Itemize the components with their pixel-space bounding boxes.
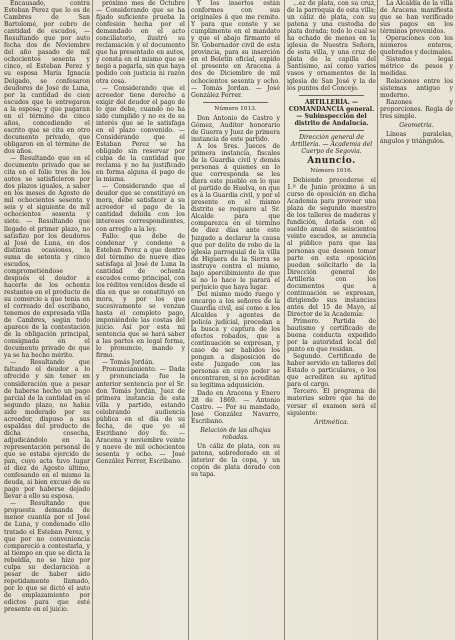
paragraph: Primero. Partida de bautismo y certificado de buena conducta expedido por la autoridad local del punto en que residan. [287,317,376,354]
paragraph: Fallo: que debo de condenar y condeno a Esteban Perez a que dentro del término de nueve días satisfaga al José de Luna la cantidad de ochenta escudos como principal, con los réditos vencidos desde el día en que se constituyó en mora, y por los que sucesivamente se venzan hasta el completo pago, imponiéndole las costas del juicio. Así por esta mi sentencia que se hará saber a las partes en legal forma, lo pronuncio, mando y firmo. [96,232,185,360]
paragraph: Segundo. Certificado de haber servido en talleres del Estado o particulares, o los que acrediten su aptitud para el cargo. [287,353,376,389]
paragraph: Razones y proporciones. Regla de tres simple. [380,98,453,120]
paragraph: Relaciones entre los sistemas antiguo y moderno. [380,77,453,99]
paragraph: Encausado, contra Esteban Perez que lo es de Cambres de San Bartolomé, por cobro de cantidad de escudos, — Resultando que por auto fecha dos de Noviembre del año pasado de mil ochocientos sesenta y cinco, el Esteban Perez y su esposa María Ignacia Delgado, se confesaron deudores de José de Luna, por la cantidad de cien escudos que le entregaron a la esposa; y que pagaran en el término de cinco años, concediendo el escrito que se cita en otro documento privado, que obligaron en el término de dos años. [4,0,90,155]
paragraph: — Considerando que el deudor que se constituyó en mora, debe satisfacer a su acreedor el pago de la cantidad debida con los intereses correspondientes, con arreglo a la ley. [96,183,185,233]
column-divider [188,0,189,640]
paragraph: — Resultando que en el documento privado que se cita en el folio tres de los autos se satisficieron por dos plazos iguales, a saber en los meses de Agosto de mil ochocientos sesenta y seis y el siguiente de mil ochocientos sesenta y siete. — Resultando que llegado el primer plazo, no satisfizo por los deudores al José de Luna, en dos distintas ocasiones, la suma de setenta y cinco escudos, comprometiéndose después el deudor a hacerle de los ochenta restantes en el producto de su comercio a que tenia en el correado del escribano, tenemos de expresada villa de Cambres, según todo aparece de la contestación de la obligación principal, consignada en el documento privado de que ya se ha hecho mérito. [4,155,90,360]
signature-line: — Tomás Jordán. [102,359,155,367]
section-rule [299,95,364,96]
column-4 [287,0,376,640]
announcement-title: Anuncio. [307,155,356,166]
paragraph: Y los insertos están conformes con sus originales á que me remito. Y para que conste y se cumplimente en el mandato y que el abajo firmante el Sr. Gobernador civil de esta provincia, para su inserción en el Boletín oficial, expido el presente en Aracena á dos de Diciembre de mil ochocientos sesenta y ocho. — Tomás Jordan. — José González Ferrer. [191,0,280,99]
paragraph: Don Antonio de Castro y Gómez, Auditor honorario de Guerra y Juez de primera instancia de este partido. [191,114,280,143]
paragraph: Tercero. El programa de materias sobre que ha de versar el examen será el siguiente: [287,388,376,417]
paragraph: Dado en Aracena y Enero 28 de 1869. — Antonio Castro. — Por su mandado, José González Navarro, Escribano. [191,389,280,425]
column-divider [377,0,378,640]
paragraph: Operaciones con los números enteros, quebrados y decimales. [380,35,453,57]
paragraph: Líneas paralelas, ángulos y triángulos. [380,130,453,145]
column-divider [284,0,285,640]
column-divider [92,0,93,640]
paragraph: Del mismo modo ruego y encargo a los señores de la Guardia civil, así como a los Alcaldes y agentes de policía judicial, procedan a la busca y captura de los efectos robados, que a continuación se expresan, y caso de ser habidos los pongan a disposición de este Juzgado con las personas en cuyo poder se encontraren, si no acreditan su legítima adquisición. [191,290,280,390]
paragraph: ...ez de plata, con su cruz, de la parroquia de esta villa; un cáliz de plata, con su patena y una custodia de plata dorada; todo lo cual se ha echado de menos en la iglesia de Nuestra Señora, de esta villa, y una cruz de plata de la capilla del Santísimo, así como varios vasos y ornamentos de la iglesia de San José y la de los puntos del Concejo. [287,0,376,92]
paragraph: — Resultando que faltando el deudor a lo ofrecido y sin tener en consideración que a pesar de haberse hecho un pago parcial de la cantidad en el segundo plazo, no habia sido moderado por su acreedor, dispuso a sus espaldas del producto de dicha cosecha, adjudicándolo en la representación personal de que se estaba ejercido de pan, cuyo acta tuvo lugar el diez de Agosto último, confesando en el mismo la deuda, si bien excusó de su pago por haberse dejado llevar a ello su esposa. [4,359,90,501]
paragraph: Pronunciamiento. — Dada y pronunciada fue la anterior sentencia por el Sr. don Tomás Jordán, Juez de primera instancia de esta villa y partido, estando celebrando audiencia pública en el día de su fecha, de que yo el Escribano doy fe. — Aracena y noviembre veinte y nueve de mil ochocientos sesenta y ocho. — José González Ferrer, Escribano. [96,366,185,466]
section-rule [299,130,364,131]
paragraph: Sistema legal métrico de pesos y medidas. [380,56,453,78]
section-rule [203,102,268,103]
notice-number: Número 1016. [310,167,353,174]
section-subheading: Dirección general de Artillería. — Academia del Cuerpo de Segovia. [290,133,373,155]
notice-number: Número 1013. [214,105,257,112]
paragraph: próximo mes de Octubre — Considerando que se ha fijado suficiente prueba la confesión hecha por el demandado en el acto conciliatorio, ilustró su reclamación y el documento que ha presentado en autos, y consta en el mismo que se negó a pagarla, sin que haya podido con justicia ni razón otra cosa. [96,0,185,85]
section-heading: ARTILLERÍA. — COMANDANCIA general. — Subinspección del distrito de Andalucía. [288,98,375,127]
paragraph: — Resultando que propuesta demanda de menor cuantía por el José de Luna, y condenado ello tratado el Esteban Perez, y que por no conveniencia compareció a contestarla, y al tiempo en que se dicta la rebeldía, no se hizo por culpa su declaración a pesar de haber sido repetidamente llamado, por lo que se dictó el auto de emplazamiento por edictos para que esté presente en el juicio. [4,500,90,614]
paragraph: — Considerando que el acreedor tiene derecho a exigir del deudor el pago de lo que debe, cuando no ha sido cumplido y no es de su interés que se le satisfaga en el plazo convenido. — Considerando que el Estaban Perez se ha obligado sin reservar por culpa de la cantidad que reclama y no ha justificado en forma alguna el pago de la misma. [96,84,185,184]
paragraph: Un cáliz de plata, con su patena, sobredorado en el interior de la copa, y un copón de plata dorado con su tapa. [191,442,280,479]
column-5 [380,0,453,640]
paragraph: La Alcaldía de la villa de Aracena manifiesta que se han verificado sus pagos en los términos prevenidos. [380,0,453,36]
paragraph: A los Sres. Jueces de primera instancia, fiscales de la Guardia civil y demás personas á quienes en lo que corresponda se les diera este pueblo en lo que el partido de Huelva, en que es á la Guardia civil, y por el presente en el mismo distrito se requiere al Sr. Alcalde para que comparezca en el término de diez días ante este Juzgado a declarar la causa que por delito de robo de la iglesia parroquial de la villa de Higuera de la Sierra se instruye contra el mismo, bajo apercibimiento de que si no lo hace le parará el perjuicio que haya lugar. [191,142,280,291]
subject-heading: Geometría. [399,121,434,129]
column-1 [4,0,90,640]
subject-heading: Aritmética. [314,418,349,426]
column-2 [96,0,185,640]
paragraph: Debiendo procederse el 1.º de Junio próximo á un curso de oposición en dicha Academia para proveer una plaza de segundo maestro de los talleres de maderas y fundición, dotada con el sueldo anual de seiscientos veinte escudos, se anuncia al público para que las personas que deseen tomar parte en esta oposición puedan solicitarlo de la Dirección general de Artillería con los documentos que a continuación se expresan, dirigiendo sus instancias antes del 15 de Mayo, al Director de la Academia: [287,177,376,318]
list-heading: Relación de las alhajas robadas. [200,426,271,441]
column-3 [191,0,280,640]
